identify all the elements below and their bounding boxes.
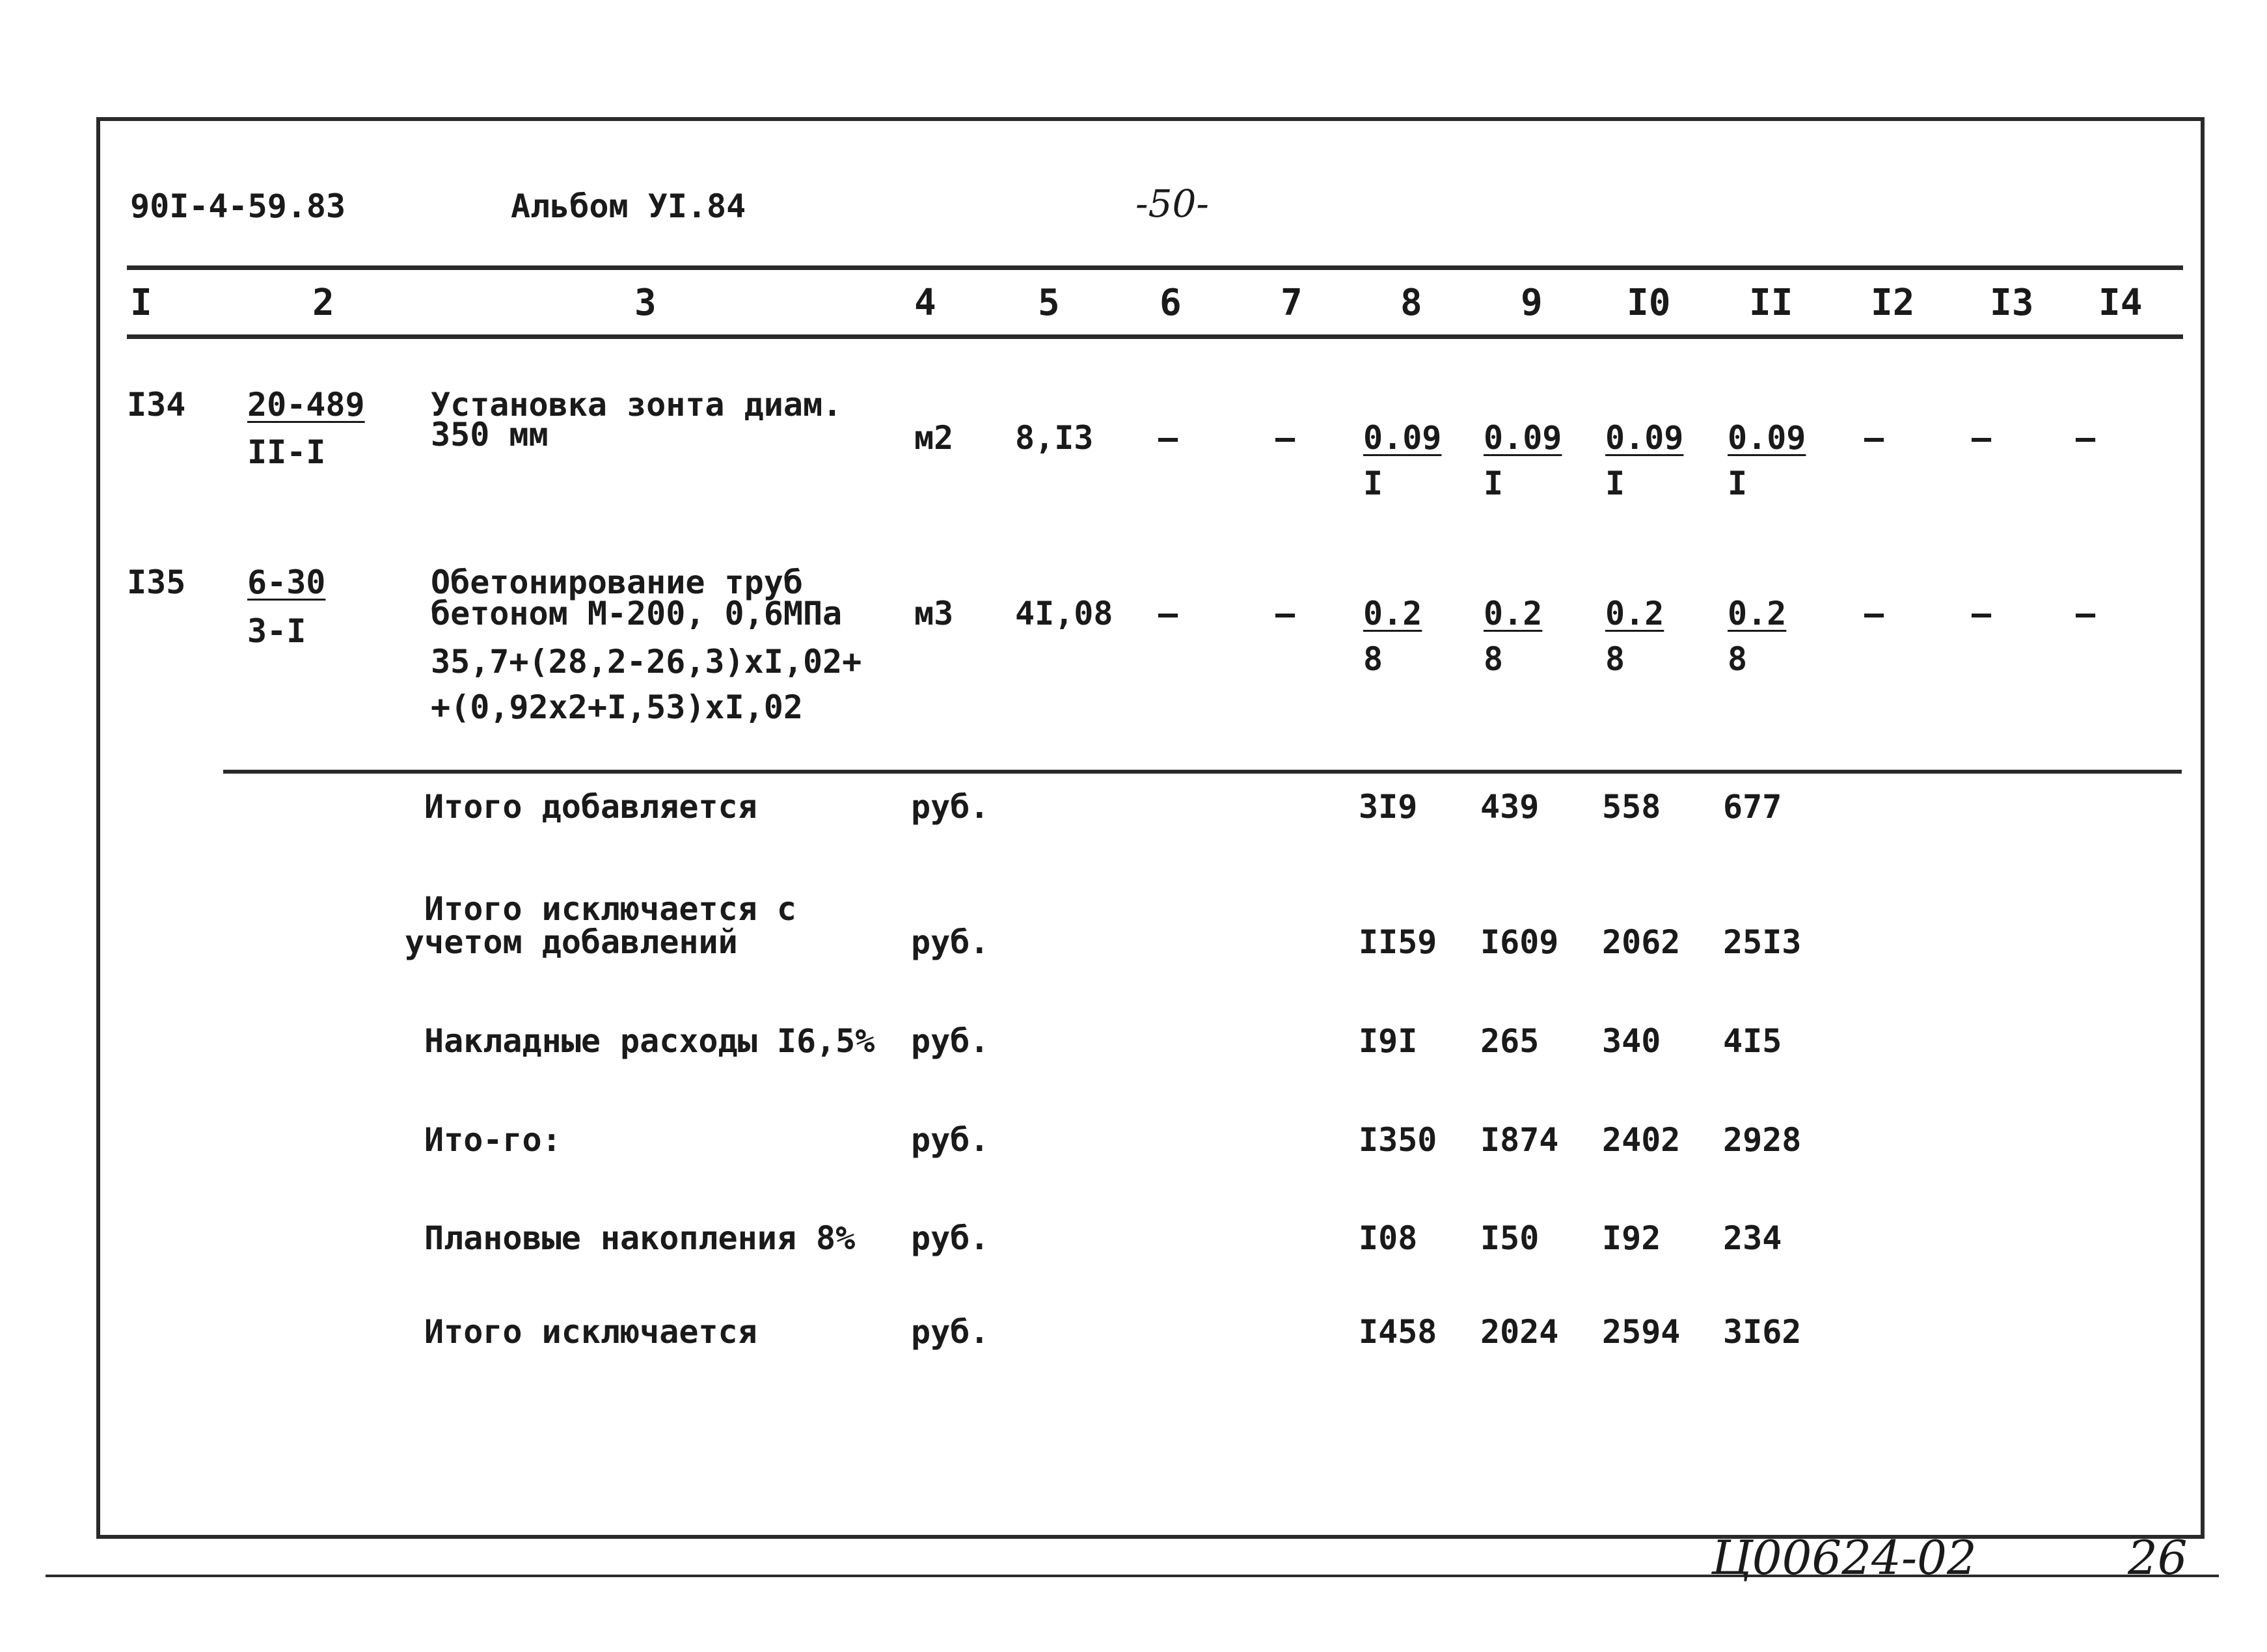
row-135-desc-line-2: бетоном М-200, 0,6МПа <box>431 595 843 632</box>
col-header-1: I <box>130 282 152 324</box>
col-header-3: 3 <box>634 282 657 324</box>
summary-planned-savings-col8: I08 <box>1359 1219 1418 1257</box>
row-134-unit: м2 <box>914 419 954 457</box>
row-135-desc-line-1: Обетонирование труб <box>431 563 803 601</box>
row-135-number: I35 <box>127 563 186 601</box>
row-135-quantity: 4I,08 <box>1015 595 1113 632</box>
row-134-col9-bottom: I <box>1484 465 1504 502</box>
row-135-code-top: 6-30 <box>247 563 326 601</box>
summary-unit-planned-savings: руб. <box>911 1219 990 1257</box>
summary-added-col11: 677 <box>1723 788 1782 826</box>
row-134-col6: – <box>1158 419 1178 457</box>
summary-overhead-col8: I9I <box>1359 1022 1418 1060</box>
summary-label-overhead: Накладные расходы I6,5% <box>424 1022 875 1060</box>
row-134-col8-top: 0.09 <box>1363 419 1442 457</box>
row-135-col6: – <box>1158 595 1178 632</box>
summary-label-excluded-with-added-1: Итого исключается с <box>424 890 796 928</box>
summary-overhead-col11: 4I5 <box>1723 1022 1782 1060</box>
summary-excluded-with-added-col8: II59 <box>1359 923 1437 961</box>
row-135-col9-top: 0.2 <box>1484 595 1543 632</box>
col-header-8: 8 <box>1400 282 1422 324</box>
summary-unit-overhead: руб. <box>911 1022 990 1060</box>
row-134-col10-top: 0.09 <box>1605 419 1684 457</box>
row-135-unit: м3 <box>914 595 954 632</box>
row-134-col9-top: 0.09 <box>1484 419 1562 457</box>
row-135-col13: – <box>1972 595 1992 632</box>
page-frame <box>96 117 2205 1539</box>
row-135-col11-bottom: 8 <box>1728 640 1748 678</box>
header-rule-bottom <box>127 334 2183 339</box>
row-134-number: I34 <box>127 386 186 424</box>
summary-total-excluded-col9: 2024 <box>1480 1313 1559 1351</box>
col-header-9: 9 <box>1521 282 1543 324</box>
album-label: Альбом УI.84 <box>511 187 746 225</box>
col-header-6: 6 <box>1160 282 1182 324</box>
row-134-code-bottom: II-I <box>247 433 326 471</box>
col-header-14: I4 <box>2098 282 2143 324</box>
row-135-col10-bottom: 8 <box>1605 640 1625 678</box>
summary-planned-savings-col11: 234 <box>1723 1219 1782 1257</box>
summary-subtotal-col9: I874 <box>1480 1121 1559 1159</box>
row-135-col9-bottom: 8 <box>1484 640 1504 678</box>
summary-rule <box>223 770 2182 774</box>
row-134-col12: – <box>1864 419 1884 457</box>
summary-unit-total-excluded: руб. <box>911 1313 990 1351</box>
summary-unit-subtotal: руб. <box>911 1121 990 1159</box>
summary-unit-excluded-with-added: руб. <box>911 923 990 961</box>
row-134-col13: – <box>1972 419 1992 457</box>
row-134-col11-bottom: I <box>1728 465 1748 502</box>
summary-unit-added: руб. <box>911 788 990 826</box>
col-header-13: I3 <box>1990 282 2034 324</box>
row-134-code-top: 20-489 <box>247 386 365 424</box>
summary-subtotal-col11: 2928 <box>1723 1121 1802 1159</box>
col-header-2: 2 <box>312 282 334 324</box>
row-135-col14: – <box>2076 595 2096 632</box>
summary-label-total-excluded: Итого исключается <box>424 1313 757 1351</box>
col-header-12: I2 <box>1871 282 1915 324</box>
summary-subtotal-col10: 2402 <box>1602 1121 1681 1159</box>
row-134-quantity: 8,I3 <box>1015 419 1094 457</box>
col-header-7: 7 <box>1281 282 1303 324</box>
row-135-desc-line-4: +(0,92х2+I,53)хI,02 <box>431 688 803 726</box>
summary-excluded-with-added-col9: I609 <box>1480 923 1559 961</box>
row-135-desc-line-3: 35,7+(28,2-26,3)хI,02+ <box>431 643 862 681</box>
summary-overhead-col9: 265 <box>1480 1022 1540 1060</box>
col-header-4: 4 <box>914 282 936 324</box>
summary-overhead-col10: 340 <box>1602 1022 1661 1060</box>
doc-code: 90I-4-59.83 <box>130 187 346 225</box>
row-135-col8-top: 0.2 <box>1363 595 1422 632</box>
row-135-code-bottom: 3-I <box>247 612 306 650</box>
archive-code: Ц00624-02 <box>1711 1530 1977 1585</box>
sheet-number: 26 <box>2128 1530 2188 1585</box>
summary-excluded-with-added-col10: 2062 <box>1602 923 1681 961</box>
page-number: -50- <box>1135 182 1209 226</box>
row-134-col11-top: 0.09 <box>1728 419 1806 457</box>
summary-total-excluded-col11: 3I62 <box>1723 1313 1802 1351</box>
col-header-11: II <box>1749 282 1793 324</box>
row-135-col10-top: 0.2 <box>1605 595 1664 632</box>
row-134-col14: – <box>2076 419 2096 457</box>
header-rule-top <box>127 265 2183 270</box>
summary-label-subtotal: Ито-го: <box>424 1121 562 1159</box>
summary-total-excluded-col10: 2594 <box>1602 1313 1681 1351</box>
row-134-desc-line-1: Установка зонта диам. <box>431 386 843 424</box>
row-135-col11-top: 0.2 <box>1728 595 1787 632</box>
summary-added-col8: 3I9 <box>1359 788 1418 826</box>
summary-planned-savings-col10: I92 <box>1602 1219 1661 1257</box>
summary-total-excluded-col8: I458 <box>1359 1313 1437 1351</box>
col-header-10: I0 <box>1627 282 1671 324</box>
row-134-col10-bottom: I <box>1605 465 1625 502</box>
summary-planned-savings-col9: I50 <box>1480 1219 1540 1257</box>
summary-label-added: Итого добавляется <box>424 788 757 826</box>
row-134-col7: – <box>1275 419 1296 457</box>
summary-added-col9: 439 <box>1480 788 1540 826</box>
col-header-5: 5 <box>1038 282 1060 324</box>
row-134-desc-line-2: 350 мм <box>431 416 549 454</box>
row-135-col8-bottom: 8 <box>1363 640 1383 678</box>
row-135-col7: – <box>1275 595 1296 632</box>
summary-label-planned-savings: Плановые накопления 8% <box>424 1219 856 1257</box>
row-134-col8-bottom: I <box>1363 465 1383 502</box>
summary-subtotal-col8: I350 <box>1359 1121 1437 1159</box>
summary-excluded-with-added-col11: 25I3 <box>1723 923 1802 961</box>
summary-added-col10: 558 <box>1602 788 1661 826</box>
row-135-col12: – <box>1864 595 1884 632</box>
summary-label-excluded-with-added-2: учетом добавлений <box>405 923 738 961</box>
